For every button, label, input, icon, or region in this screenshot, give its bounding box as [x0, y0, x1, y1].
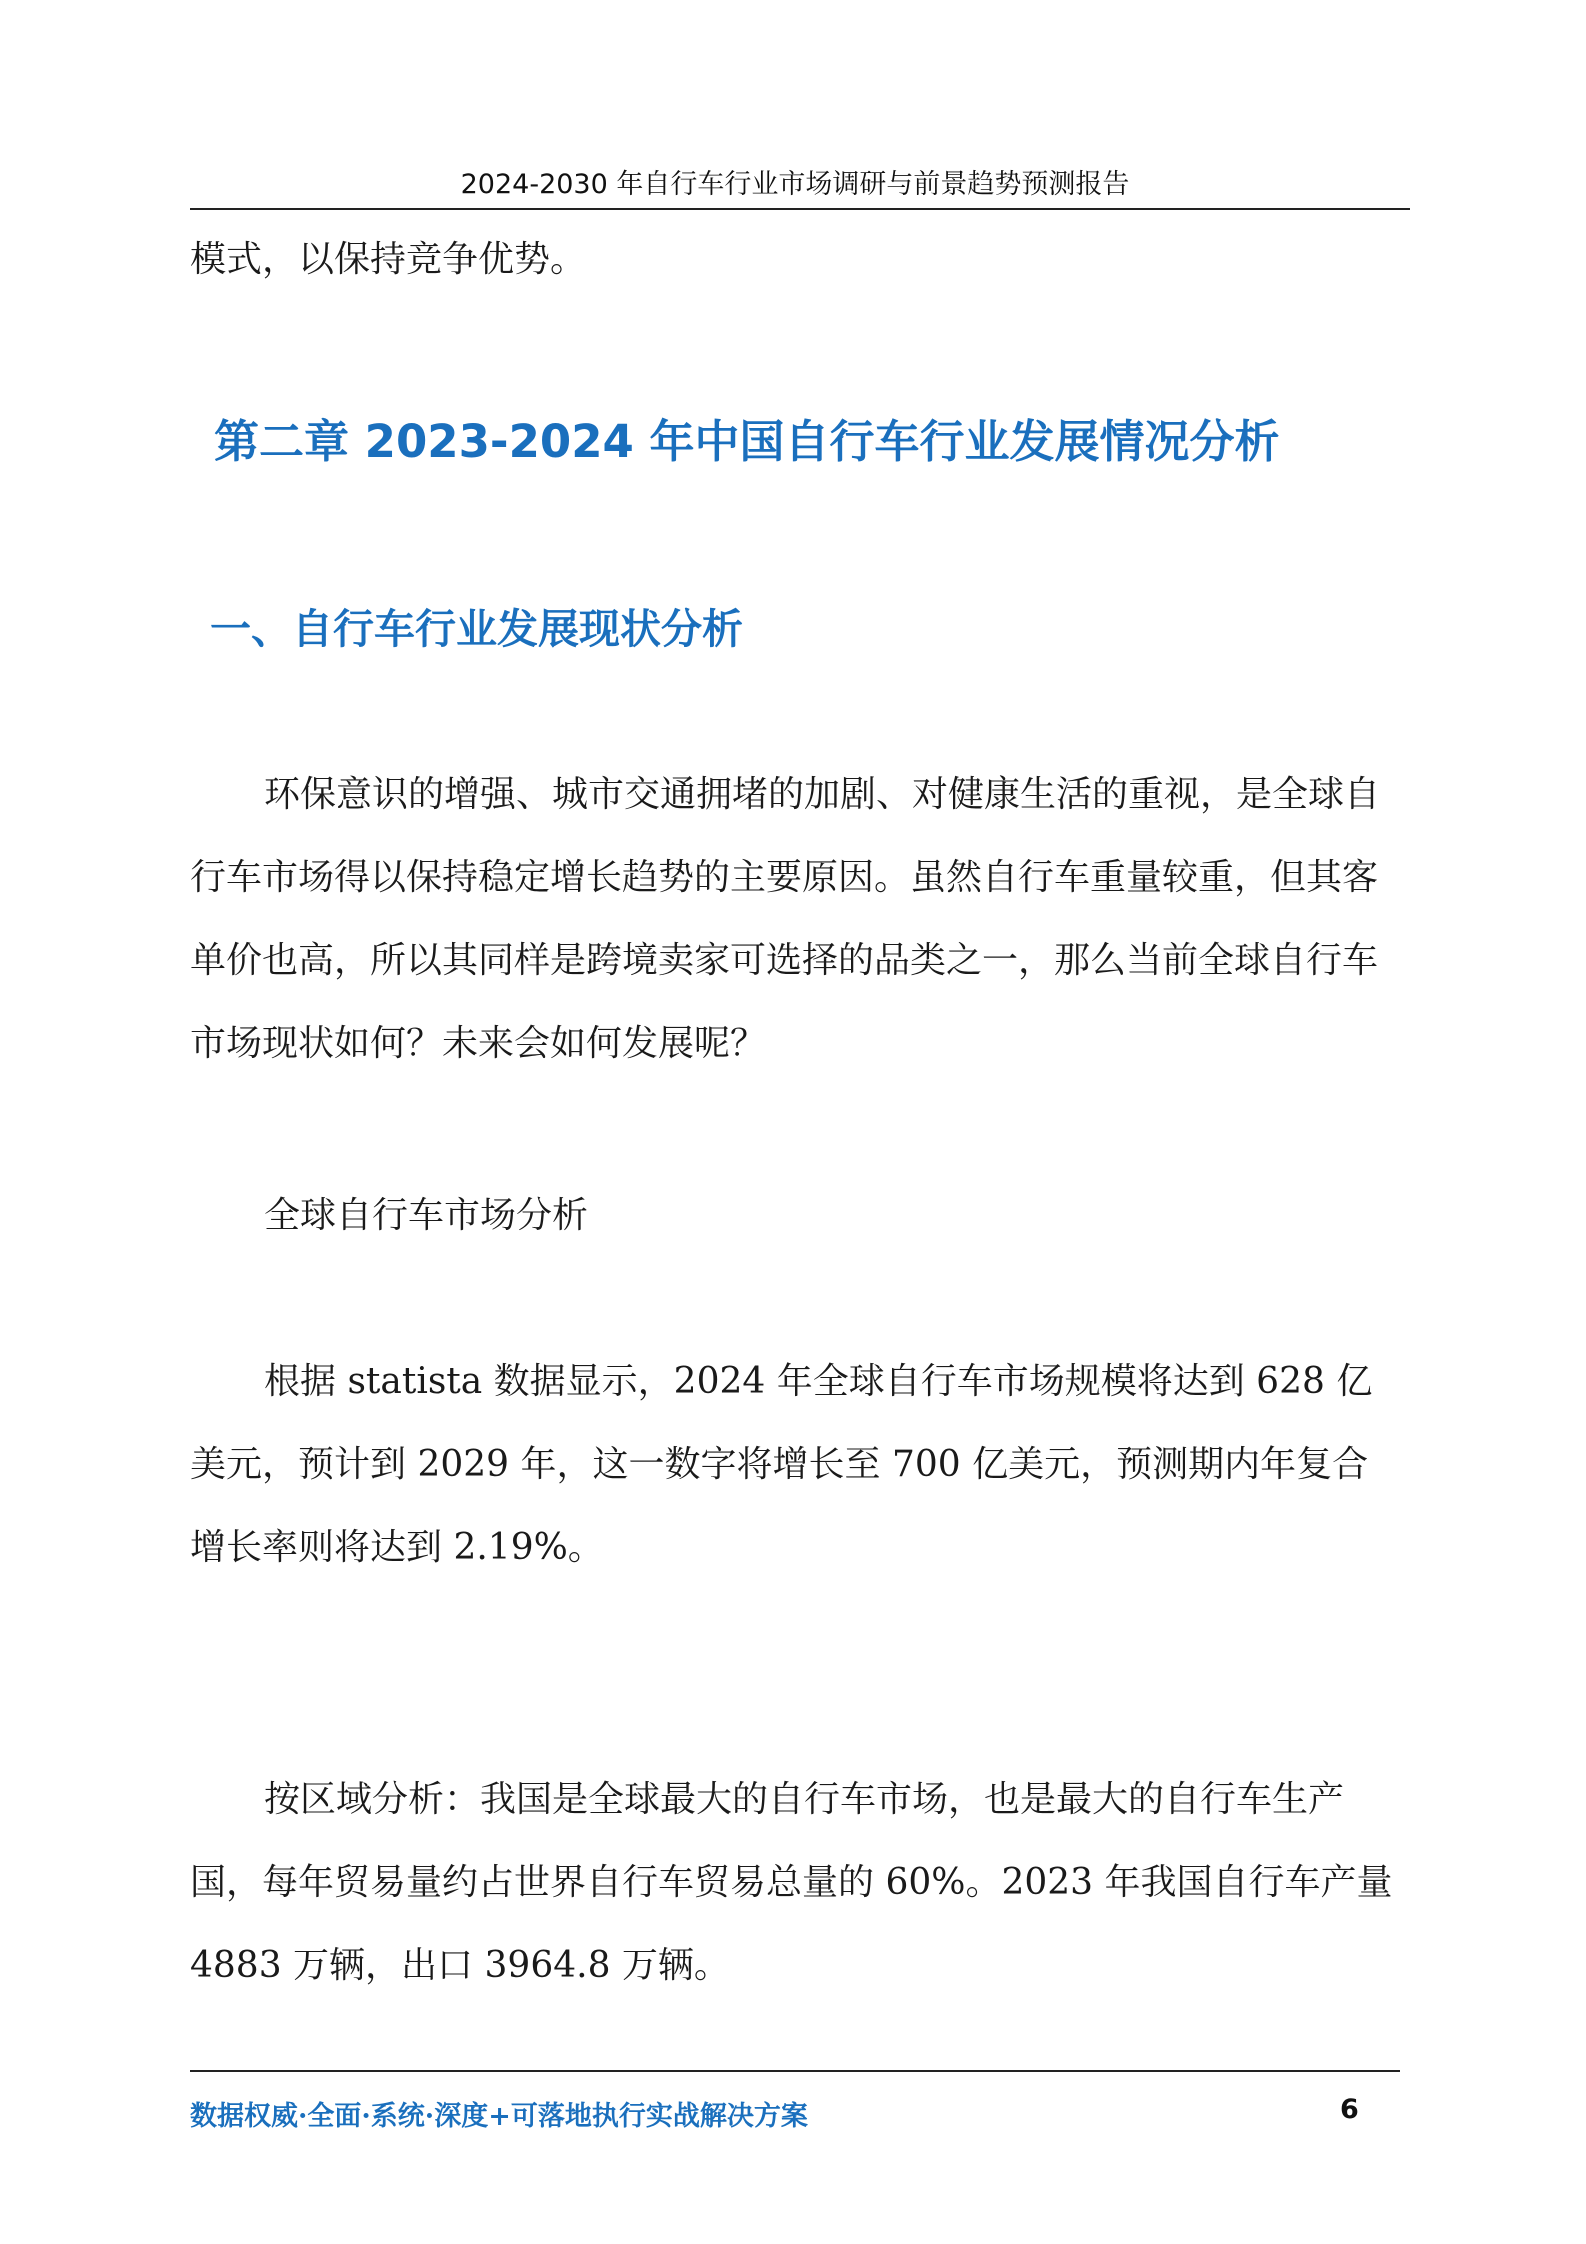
paragraph-market-size: 根据 statista 数据显示，2024 年全球自行车市场规模将达到 628 亿美元，预计到 2029 年，这一数字将增长至 700 亿美元，预测期内年复合增长率则将达到 2.19%。: [190, 1361, 1373, 1568]
header-divider: [190, 208, 1410, 210]
footer-divider: [190, 2070, 1400, 2072]
section-heading: 一、自行车行业发展现状分析: [210, 605, 743, 653]
page-number: 6: [1340, 2094, 1359, 2125]
paragraph-regional: 按区域分析：我国是全球最大的自行车市场，也是最大的自行车生产国，每年贸易量约占世界自行车贸易总量的 60%。2023 年我国自行车产量 4883 万辆，出口 3964.8 万辆。: [190, 1779, 1393, 1986]
footer-slogan: 数据权威·全面·系统·深度+可落地执行实战解决方案: [190, 2101, 808, 2132]
paragraph-intro: 环保意识的增强、城市交通拥堵的加剧、对健康生活的重视，是全球自行车市场得以保持稳定增长趋势的主要原因。虽然自行车重量较重，但其客单价也高，所以其同样是跨境卖家可选择的品类之一，那么当前全球自行车市场现状如何？未来会如何发展呢？: [190, 774, 1381, 1064]
continuation-text: 模式，以保持竞争优势。: [190, 239, 587, 280]
subheading-global-market: 全球自行车市场分析: [264, 1195, 589, 1236]
chapter-heading: 第二章 2023-2024 年中国自行车行业发展情况分析: [214, 415, 1280, 468]
running-header-title: 2024-2030 年自行车行业市场调研与前景趋势预测报告: [460, 169, 1130, 200]
